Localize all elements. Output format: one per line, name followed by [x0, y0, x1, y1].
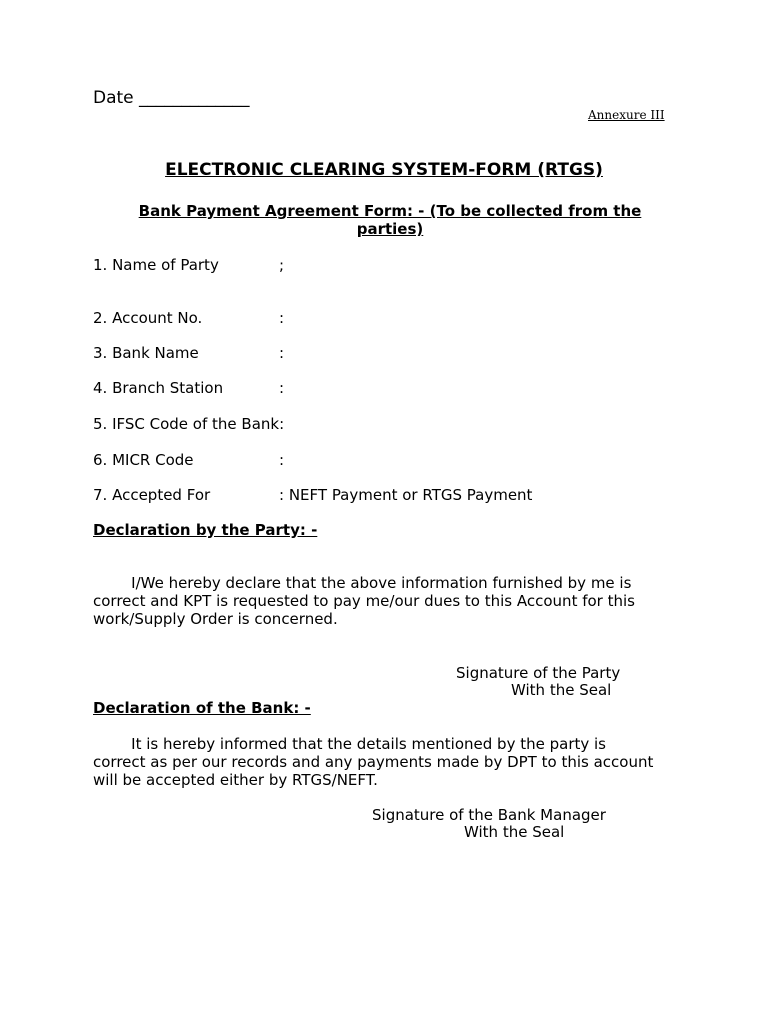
party-declaration-line-2: correct and KPT is requested to pay me/our dues to this Account for this: [93, 592, 635, 610]
party-signature-label: Signature of the Party: [456, 664, 621, 682]
field-branch-station-separator: :: [279, 379, 285, 397]
bank-declaration-line-2: correct as per our records and any payments made by DPT to this account: [93, 753, 654, 771]
bank-declaration-heading: Declaration of the Bank: -: [93, 699, 311, 717]
field-micr-code-separator: :: [279, 451, 285, 469]
bank-declaration-line-1: It is hereby informed that the details mentioned by the party is: [93, 735, 606, 753]
field-name-of-party-separator: ;: [279, 256, 285, 274]
annexure-label: Annexure III: [588, 108, 665, 122]
field-bank-name-separator: :: [279, 344, 285, 362]
bank-manager-signature-label: Signature of the Bank Manager: [372, 806, 606, 824]
field-bank-name-label: 3. Bank Name: [93, 344, 199, 362]
field-account-no-label: 2. Account No.: [93, 309, 203, 327]
bank-seal-label: With the Seal: [464, 823, 565, 841]
field-ifsc-code-label: 5. IFSC Code of the Bank:: [93, 415, 285, 433]
bank-declaration-line-3: will be accepted either by RTGS/NEFT.: [93, 771, 378, 789]
party-seal-label: With the Seal: [511, 681, 612, 699]
field-name-of-party-label: 1. Name of Party: [93, 256, 219, 274]
field-micr-code-label: 6. MICR Code: [93, 451, 194, 469]
form-title: ELECTRONIC CLEARING SYSTEM-FORM (RTGS): [165, 160, 603, 180]
field-branch-station-label: 4. Branch Station: [93, 379, 224, 397]
field-account-no-separator: :: [279, 309, 285, 327]
field-accepted-for-label: 7. Accepted For: [93, 486, 211, 504]
party-declaration-line-3: work/Supply Order is concerned.: [93, 610, 338, 628]
form-subtitle: Bank Payment Agreement Form: - (To be collected from the parties): [138, 202, 642, 238]
party-declaration-heading: Declaration by the Party: -: [93, 521, 318, 539]
party-declaration-line-1: I/We hereby declare that the above information furnished by me is: [93, 574, 632, 592]
field-accepted-for-value: : NEFT Payment or RTGS Payment: [279, 486, 533, 504]
date-field-label: Date _____________: [93, 88, 250, 108]
